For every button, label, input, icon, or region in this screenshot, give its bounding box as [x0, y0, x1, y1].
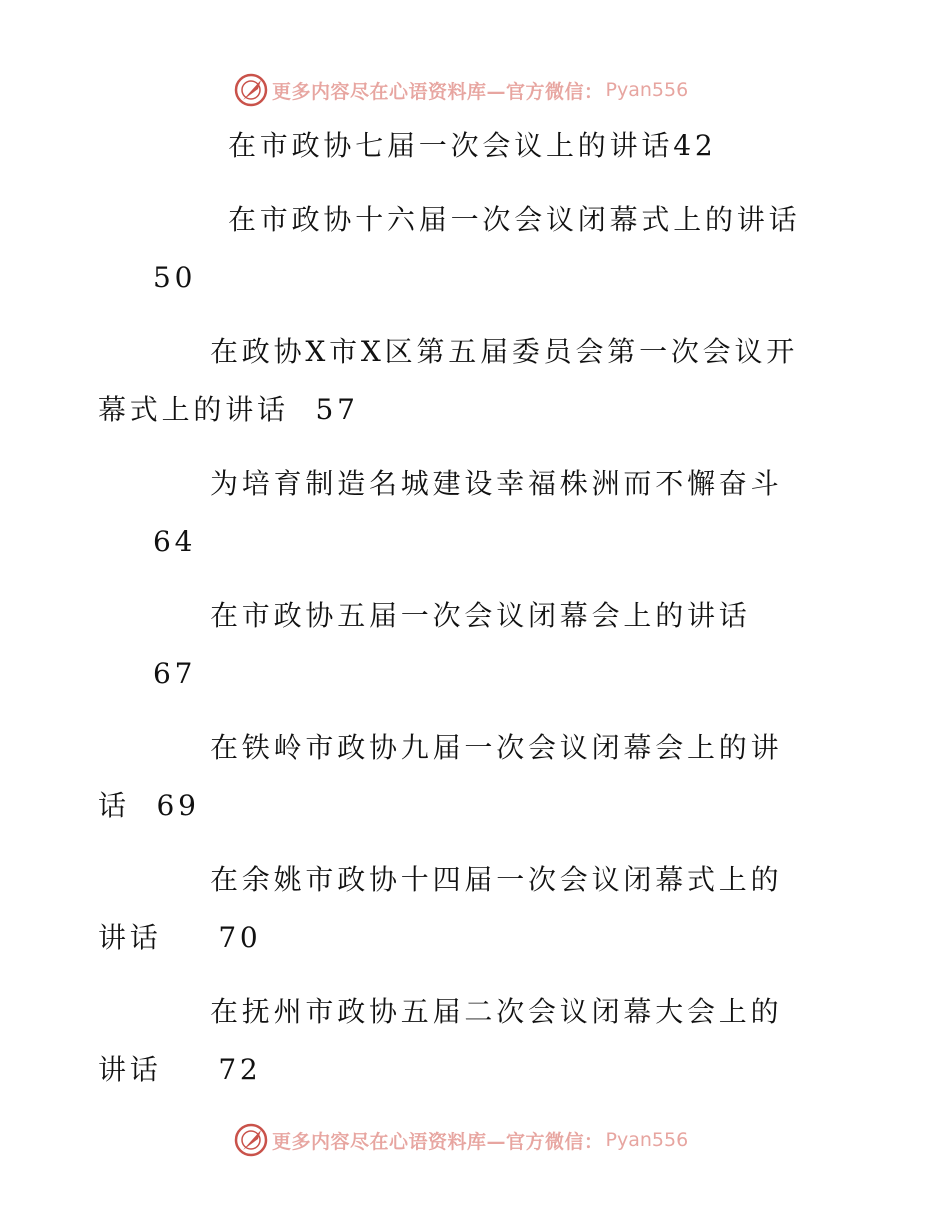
quill-seal-logo-icon: [234, 73, 268, 107]
watermark-account: Pyan556: [605, 79, 689, 101]
toc-entry-7-continuation: [98, 918, 262, 958]
quill-seal-logo-icon: [234, 1123, 268, 1157]
toc-entry-2-page: 50: [153, 261, 197, 294]
toc-entry-4-title: 为培育制造名城建设幸福株洲而不懈奋斗: [210, 467, 783, 500]
toc-entry-8-title: 在抚州市政协五届二次会议闭幕大会上的: [210, 995, 783, 1028]
toc-entry-6-continuation: [98, 786, 200, 826]
toc-entry-3-continuation: [98, 390, 359, 430]
toc-entry-title: 幕式上的讲话: [98, 393, 289, 426]
footer-watermark: [234, 1122, 688, 1158]
toc-entry-title: 讲话: [98, 921, 162, 954]
toc-entry-6-title: 在铁岭市政协九届一次会议闭幕会上的讲: [210, 731, 783, 764]
toc-entry-5-title: 在市政协五届一次会议闭幕会上的讲话: [210, 599, 751, 632]
toc-entry-1: [228, 126, 716, 166]
toc-entry-page: 70: [218, 921, 262, 954]
header-watermark: [234, 72, 688, 108]
toc-entry-7-title: 在余姚市政协十四届一次会议闭幕式上的: [210, 863, 783, 896]
toc-entry-title: 在市政协七届一次会议上的讲话: [228, 129, 674, 162]
toc-entry-2-title: 在市政协十六届一次会议闭幕式上的讲话: [228, 203, 801, 236]
toc-entry-4-page: 64: [153, 525, 197, 558]
toc-entry-3-title: 在政协X市X区第五届委员会第一次会议开: [210, 335, 799, 368]
toc-entry-title: 讲话: [98, 1053, 162, 1086]
toc-entry-page: 72: [218, 1053, 262, 1086]
watermark-text: 更多内容尽在心语资料库—官方微信：: [272, 80, 604, 103]
watermark-text: 更多内容尽在心语资料库—官方微信：: [272, 1130, 604, 1153]
toc-entry-title: 话: [98, 789, 130, 822]
toc-entry-page: 69: [156, 789, 200, 822]
watermark-account: Pyan556: [605, 1129, 689, 1151]
toc-entry-5-page: 67: [153, 657, 197, 690]
toc-entry-8-continuation: [98, 1050, 262, 1090]
toc-entry-page: 42: [673, 129, 717, 162]
toc-entry-page: 57: [315, 393, 359, 426]
